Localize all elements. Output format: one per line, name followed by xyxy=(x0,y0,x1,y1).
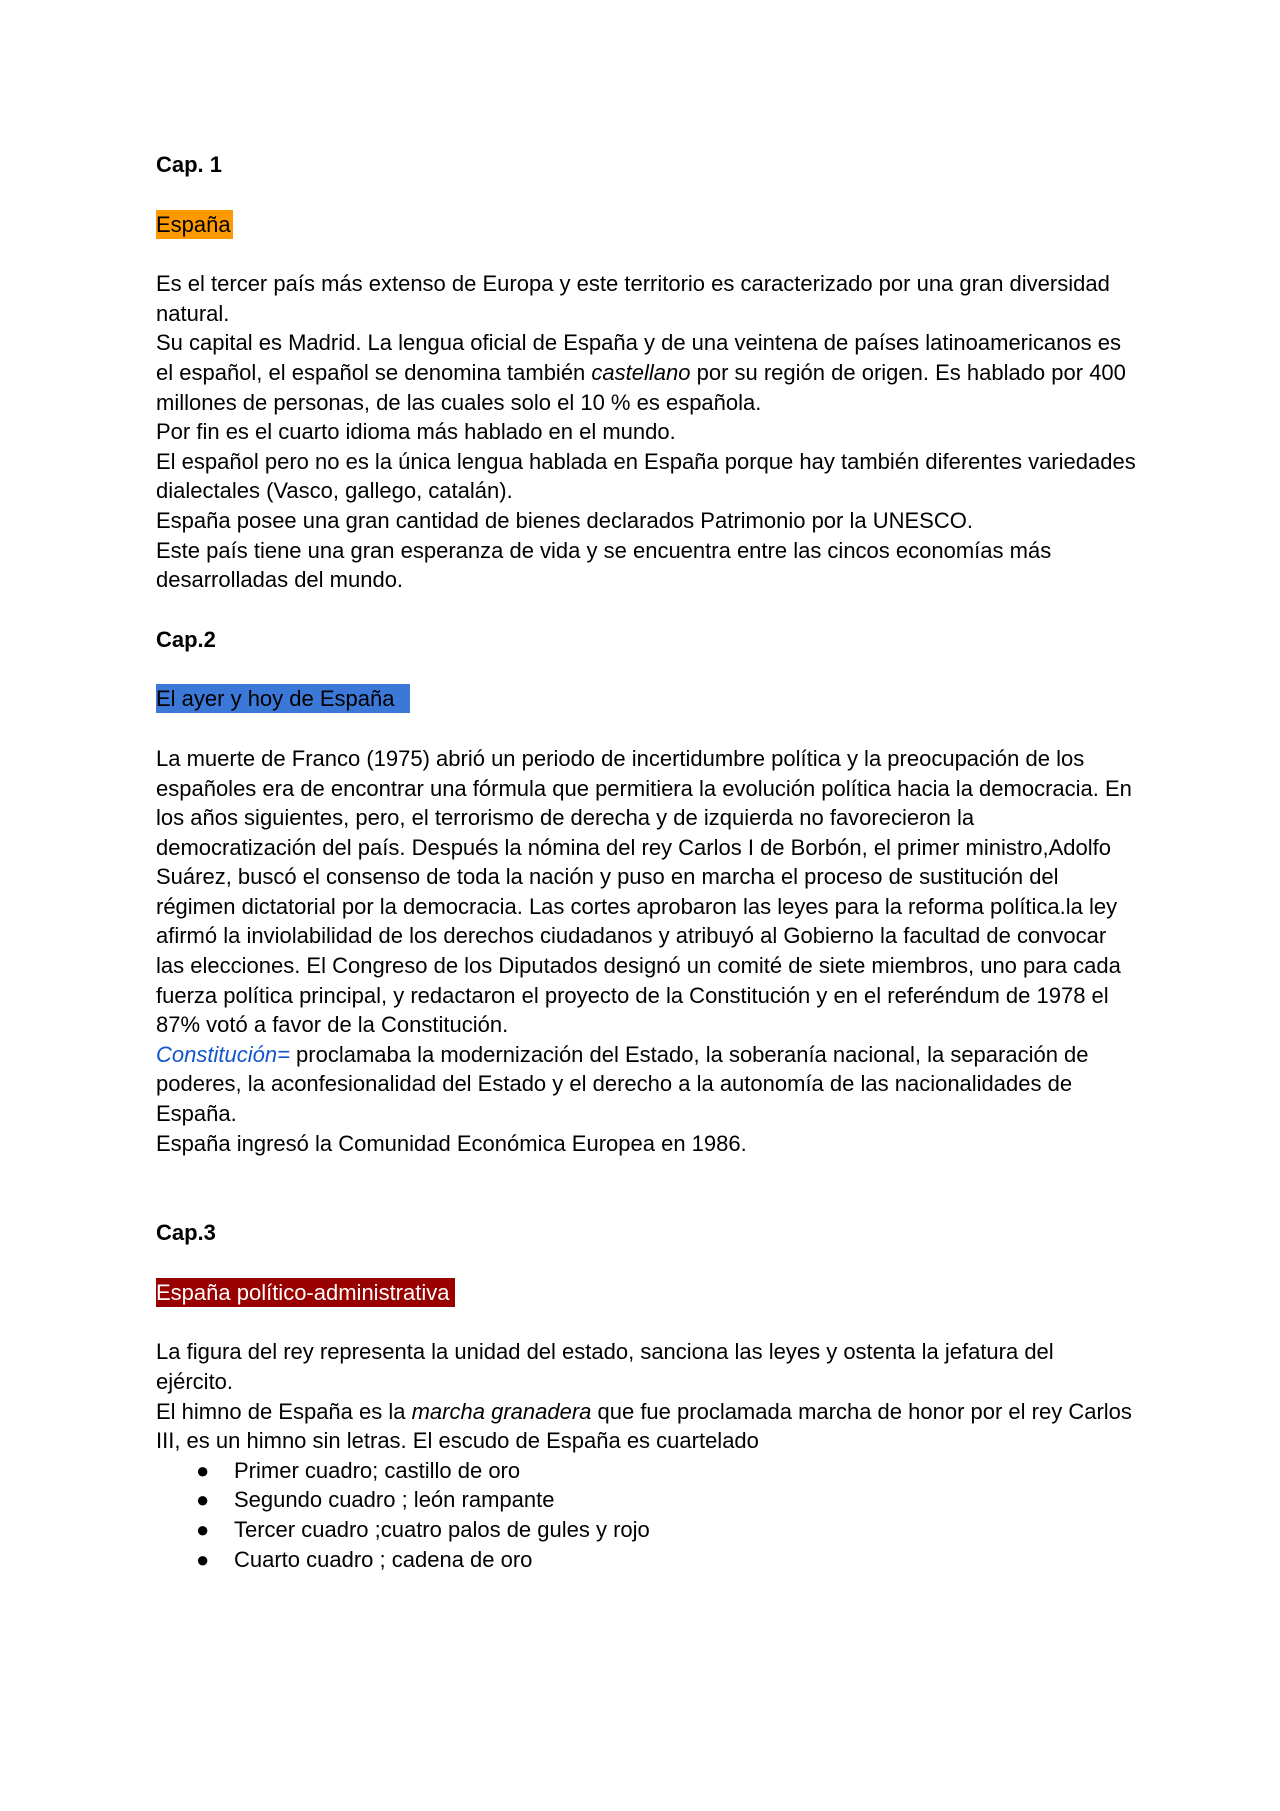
spacer xyxy=(156,595,1136,625)
chapter-2-heading: Cap.2 xyxy=(156,626,216,652)
cap1-paragraph-2-start: Su capital es Madrid. La lengua oficial de España y de una veintena de países latinoamericanos es el español, el español se denomina también xyxy=(156,330,1121,385)
spacer xyxy=(156,714,1136,744)
chapter-1-heading: Cap. 1 xyxy=(156,152,223,177)
document-page xyxy=(156,150,1136,1574)
spacer xyxy=(156,239,1136,269)
cap1-paragraph-2-italic: castellano xyxy=(591,359,691,385)
cap3-paragraph-2 xyxy=(156,1397,1136,1456)
cap1-paragraph-5: España posee una gran cantidad de bienes declarados Patrimonio por la UNESCO. xyxy=(156,507,973,533)
cap1-paragraph-1: Es el tercer país más extenso de Europa y este territorio es caracterizado por una gran diversidad natural. xyxy=(156,271,1110,326)
cap1-paragraph-3: Por fin es el cuarto idioma más hablado en el mundo. xyxy=(156,419,676,445)
spacer xyxy=(156,1307,1136,1337)
chapter-1-title: España xyxy=(156,211,231,237)
spacer xyxy=(156,1158,1136,1218)
bullet-icon: ● xyxy=(196,1516,210,1542)
spacer xyxy=(156,1248,1136,1278)
list-item xyxy=(196,1485,1136,1515)
constitucion-text: proclamaba la modernización del Estado, la soberanía nacional, la separación de poderes, la aconfesionalidad del Estado y el derecho a la autonomía de las nacionalidades de España. xyxy=(156,1041,1089,1127)
cap3-paragraph-1: La figura del rey representa la unidad del estado, sanciona las leyes y ostenta la jefatura del ejército. xyxy=(156,1339,1054,1394)
cap1-paragraph-2-end: por su región de origen. Es hablado por 400 millones de personas, de las cuales solo el 10 % es española. xyxy=(156,359,1126,415)
chapter-3-title: España político-administrativa xyxy=(156,1278,455,1307)
bullet-icon: ● xyxy=(196,1546,210,1572)
list-item xyxy=(196,1545,1136,1575)
list-item-text: Segundo cuadro ; león rampante xyxy=(234,1487,555,1513)
cap2-constitucion-paragraph xyxy=(156,1040,1136,1129)
cap2-main-paragraph: La muerte de Franco (1975) abrió un periodo de incertidumbre política y la preocupación de los españoles era de encontrar una fórmula que permitiera la evolución política hacia la democracia. En los años siguientes, pero, el terrorismo de derecha y de izquierda no favorecieron la democratización del país. Después la nómina del rey Carlos I de Borbón, el primer ministro,Adolfo Suárez, buscó el consenso de toda la nación y puso en marcha el proceso de sustitución del régimen dictatorial por la democracia. Las cortes aprobaron las leyes para la reforma política.la ley afirmó la inviolabilidad de los derechos ciudadanos y atribuyó al Gobierno la facultad de convocar las elecciones. El Congreso de los Diputados designó un comité de siete miembros, uno para cada fuerza política principal, y redactaron el proyecto de la Constitución y en el referéndum de 1978 el 87% votó a favor de la Constitución. xyxy=(156,745,1132,1038)
escudo-list xyxy=(156,1456,1136,1574)
list-item-text: Primer cuadro; castillo de oro xyxy=(234,1457,521,1483)
cap3-paragraph-2-italic: marcha granadera xyxy=(411,1398,592,1424)
cap3-paragraph-2-start: El himno de España es la xyxy=(156,1398,412,1424)
cap3-paragraph-2-end: que fue proclamada marcha de honor por el rey Carlos III, es un himno sin letras. El escudo de España es cuartelado xyxy=(156,1398,1132,1454)
list-item xyxy=(196,1515,1136,1545)
list-item xyxy=(196,1456,1136,1486)
bullet-icon: ● xyxy=(196,1487,210,1513)
bullet-icon: ● xyxy=(196,1457,210,1483)
constitucion-label: Constitución= xyxy=(156,1041,290,1067)
chapter-2-title: El ayer y hoy de España xyxy=(156,684,410,713)
cap2-last-line: España ingresó la Comunidad Económica Europea en 1986. xyxy=(156,1130,747,1156)
cap1-paragraph-2 xyxy=(156,328,1136,417)
list-item-text: Cuarto cuadro ; cadena de oro xyxy=(234,1546,533,1572)
spacer xyxy=(156,180,1136,210)
cap1-paragraph-4: El español pero no es la única lengua hablada en España porque hay también diferentes variedades dialectales (Vasco, gallego, catalán). xyxy=(156,448,1136,504)
spacer xyxy=(156,654,1136,684)
cap1-paragraph-6: Este país tiene una gran esperanza de vida y se encuentra entre las cincos economías más desarrolladas del mundo. xyxy=(156,537,1052,593)
chapter-3-heading: Cap.3 xyxy=(156,1220,216,1246)
list-item-text: Tercer cuadro ;cuatro palos de gules y rojo xyxy=(234,1516,650,1542)
